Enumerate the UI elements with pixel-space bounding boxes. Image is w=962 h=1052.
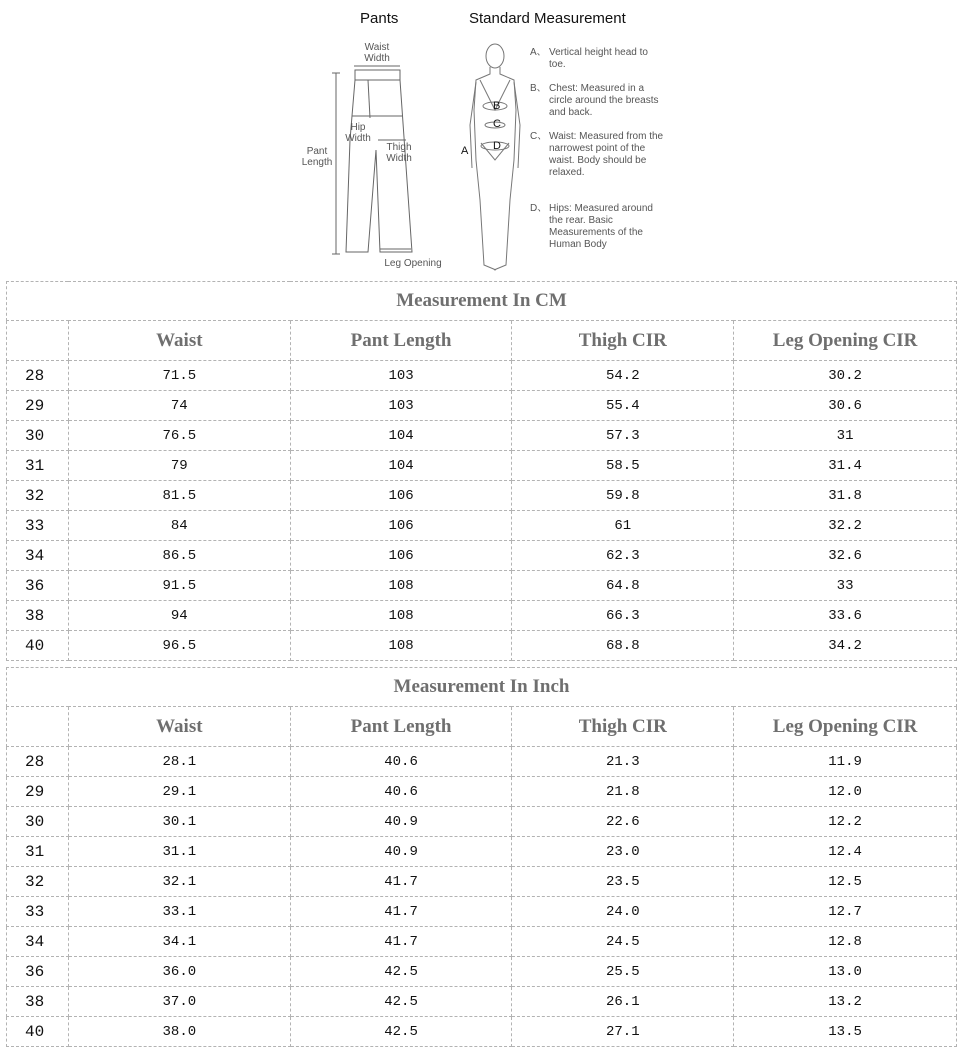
header-cell-pant-length: Pant Length bbox=[290, 707, 512, 747]
table-row bbox=[7, 451, 957, 481]
leg-opening-cir-cell: 13.5 bbox=[734, 1017, 957, 1047]
table-row bbox=[7, 897, 957, 927]
table-row bbox=[7, 631, 957, 661]
thigh-cir-cell: 22.6 bbox=[512, 807, 734, 837]
thigh-cir-cell: 68.8 bbox=[512, 631, 734, 661]
waist-cell: 37.0 bbox=[68, 987, 290, 1017]
leg-opening-cir-cell: 32.2 bbox=[734, 511, 957, 541]
pant-length-cell: 108 bbox=[290, 601, 512, 631]
size-table-cm bbox=[6, 281, 957, 661]
waist-cell: 28.1 bbox=[68, 747, 290, 777]
legend-key: C、 bbox=[530, 131, 548, 142]
waist-cell: 91.5 bbox=[68, 571, 290, 601]
pant-length-cell: 41.7 bbox=[290, 867, 512, 897]
pant-length-cell: 103 bbox=[290, 391, 512, 421]
measurement-illustration bbox=[0, 0, 962, 276]
thigh-cir-cell: 24.5 bbox=[512, 927, 734, 957]
size-cell: 36 bbox=[7, 571, 69, 601]
leg-opening-cir-cell: 12.8 bbox=[734, 927, 957, 957]
pant-length-cell: 108 bbox=[290, 571, 512, 601]
size-cell: 34 bbox=[7, 927, 69, 957]
body-letter-b: B bbox=[493, 100, 501, 112]
legend-key: D、 bbox=[530, 203, 548, 214]
leg-opening-cir-cell: 34.2 bbox=[734, 631, 957, 661]
body-letter-a: A bbox=[461, 145, 469, 157]
leg-opening-cir-cell: 11.9 bbox=[734, 747, 957, 777]
pant-length-cell: 104 bbox=[290, 451, 512, 481]
table-row bbox=[7, 571, 957, 601]
leg-opening-label: Leg Opening bbox=[384, 258, 442, 269]
waist-cell: 79 bbox=[68, 451, 290, 481]
header-cell-leg-opening-cir: Leg Opening CIR bbox=[734, 321, 957, 361]
size-table-inch bbox=[6, 667, 957, 1047]
table-row bbox=[7, 807, 957, 837]
pant-length-label: Pant Length bbox=[301, 146, 333, 168]
pant-length-cell: 41.7 bbox=[290, 927, 512, 957]
pant-length-cell: 106 bbox=[290, 541, 512, 571]
table-row bbox=[7, 421, 957, 451]
waist-cell: 30.1 bbox=[68, 807, 290, 837]
leg-opening-cir-cell: 12.0 bbox=[734, 777, 957, 807]
waist-cell: 38.0 bbox=[68, 1017, 290, 1047]
measurement-diagram bbox=[0, 0, 962, 276]
table-header-row bbox=[7, 321, 957, 361]
leg-opening-cir-cell: 31.8 bbox=[734, 481, 957, 511]
leg-opening-cir-cell: 31 bbox=[734, 421, 957, 451]
header-cell-waist: Waist bbox=[68, 321, 290, 361]
size-cell: 38 bbox=[7, 987, 69, 1017]
legend-item-d bbox=[530, 203, 680, 263]
legend-item-a bbox=[530, 47, 680, 71]
table-row bbox=[7, 957, 957, 987]
size-cell: 38 bbox=[7, 601, 69, 631]
thigh-cir-cell: 23.5 bbox=[512, 867, 734, 897]
table-row bbox=[7, 837, 957, 867]
table-row bbox=[7, 601, 957, 631]
standard-measurement-title: Standard Measurement bbox=[469, 10, 626, 27]
waist-cell: 71.5 bbox=[68, 361, 290, 391]
size-cell: 40 bbox=[7, 631, 69, 661]
size-cell: 28 bbox=[7, 747, 69, 777]
table-caption: Measurement In CM bbox=[7, 282, 957, 321]
legend-key: A、 bbox=[530, 47, 547, 58]
table-caption-row bbox=[7, 282, 957, 321]
pant-length-cell: 103 bbox=[290, 361, 512, 391]
leg-opening-cir-cell: 30.6 bbox=[734, 391, 957, 421]
thigh-cir-cell: 21.8 bbox=[512, 777, 734, 807]
pant-length-cell: 40.9 bbox=[290, 807, 512, 837]
waist-cell: 94 bbox=[68, 601, 290, 631]
table-row bbox=[7, 481, 957, 511]
hip-width-label: Hip Width bbox=[345, 122, 371, 144]
table-header-row bbox=[7, 707, 957, 747]
thigh-cir-cell: 21.3 bbox=[512, 747, 734, 777]
table-row bbox=[7, 867, 957, 897]
pant-length-cell: 104 bbox=[290, 421, 512, 451]
body-letter-d: D bbox=[493, 140, 501, 152]
waist-cell: 84 bbox=[68, 511, 290, 541]
table-row bbox=[7, 391, 957, 421]
waist-cell: 81.5 bbox=[68, 481, 290, 511]
table-row bbox=[7, 927, 957, 957]
waist-cell: 34.1 bbox=[68, 927, 290, 957]
pant-length-cell: 40.9 bbox=[290, 837, 512, 867]
table-row bbox=[7, 361, 957, 391]
thigh-cir-cell: 55.4 bbox=[512, 391, 734, 421]
leg-opening-cir-cell: 31.4 bbox=[734, 451, 957, 481]
pant-length-cell: 42.5 bbox=[290, 1017, 512, 1047]
leg-opening-cir-cell: 12.7 bbox=[734, 897, 957, 927]
thigh-cir-cell: 26.1 bbox=[512, 987, 734, 1017]
leg-opening-cir-cell: 30.2 bbox=[734, 361, 957, 391]
table-caption: Measurement In Inch bbox=[7, 668, 957, 707]
table-row bbox=[7, 777, 957, 807]
legend-key: B、 bbox=[530, 83, 547, 94]
pant-length-cell: 40.6 bbox=[290, 777, 512, 807]
leg-opening-cir-cell: 13.0 bbox=[734, 957, 957, 987]
size-cell: 28 bbox=[7, 361, 69, 391]
pant-length-cell: 106 bbox=[290, 481, 512, 511]
header-cell-size bbox=[7, 707, 69, 747]
leg-opening-cir-cell: 13.2 bbox=[734, 987, 957, 1017]
legend-text: Waist: Measured from the narrowest point of the waist. Body should be relaxed. bbox=[549, 131, 664, 178]
legend-text: Hips: Measured around the rear. Basic Measurements of the Human Body bbox=[549, 203, 653, 250]
legend-item-b bbox=[530, 83, 680, 119]
size-cell: 32 bbox=[7, 481, 69, 511]
thigh-cir-cell: 62.3 bbox=[512, 541, 734, 571]
table-row bbox=[7, 541, 957, 571]
pant-length-cell: 42.5 bbox=[290, 987, 512, 1017]
pants-title: Pants bbox=[360, 10, 399, 27]
body-letter-c: C bbox=[493, 118, 501, 130]
waist-cell: 32.1 bbox=[68, 867, 290, 897]
pant-length-cell: 41.7 bbox=[290, 897, 512, 927]
size-cell: 33 bbox=[7, 511, 69, 541]
thigh-cir-cell: 23.0 bbox=[512, 837, 734, 867]
size-cell: 34 bbox=[7, 541, 69, 571]
size-cell: 30 bbox=[7, 807, 69, 837]
body-figure bbox=[470, 44, 520, 270]
waist-cell: 33.1 bbox=[68, 897, 290, 927]
leg-opening-cir-cell: 33 bbox=[734, 571, 957, 601]
waist-cell: 76.5 bbox=[68, 421, 290, 451]
leg-opening-cir-cell: 32.6 bbox=[734, 541, 957, 571]
size-cell: 33 bbox=[7, 897, 69, 927]
legend-text: Chest: Measured in a circle around the breasts and back. bbox=[549, 83, 659, 118]
pant-length-cell: 108 bbox=[290, 631, 512, 661]
size-cell: 30 bbox=[7, 421, 69, 451]
size-cell: 40 bbox=[7, 1017, 69, 1047]
size-cell: 31 bbox=[7, 837, 69, 867]
table-row bbox=[7, 1017, 957, 1047]
header-cell-waist: Waist bbox=[68, 707, 290, 747]
pant-length-cell: 40.6 bbox=[290, 747, 512, 777]
waist-cell: 74 bbox=[68, 391, 290, 421]
waist-cell: 96.5 bbox=[68, 631, 290, 661]
thigh-cir-cell: 25.5 bbox=[512, 957, 734, 987]
leg-opening-cir-cell: 33.6 bbox=[734, 601, 957, 631]
thigh-cir-cell: 57.3 bbox=[512, 421, 734, 451]
table-row bbox=[7, 987, 957, 1017]
thigh-cir-cell: 59.8 bbox=[512, 481, 734, 511]
waist-cell: 29.1 bbox=[68, 777, 290, 807]
waist-width-label: Waist Width bbox=[364, 42, 390, 64]
size-cell: 31 bbox=[7, 451, 69, 481]
size-cell: 36 bbox=[7, 957, 69, 987]
header-cell-thigh-cir: Thigh CIR bbox=[512, 707, 734, 747]
header-cell-leg-opening-cir: Leg Opening CIR bbox=[734, 707, 957, 747]
table-row bbox=[7, 747, 957, 777]
waist-cell: 36.0 bbox=[68, 957, 290, 987]
size-cell: 29 bbox=[7, 777, 69, 807]
size-cell: 29 bbox=[7, 391, 69, 421]
thigh-cir-cell: 64.8 bbox=[512, 571, 734, 601]
table-row bbox=[7, 511, 957, 541]
pant-length-cell: 42.5 bbox=[290, 957, 512, 987]
waist-cell: 86.5 bbox=[68, 541, 290, 571]
leg-opening-cir-cell: 12.5 bbox=[734, 867, 957, 897]
legend-item-c bbox=[530, 131, 680, 191]
legend-text: Vertical height head to toe. bbox=[549, 47, 648, 70]
header-cell-thigh-cir: Thigh CIR bbox=[512, 321, 734, 361]
thigh-cir-cell: 27.1 bbox=[512, 1017, 734, 1047]
thigh-cir-cell: 54.2 bbox=[512, 361, 734, 391]
size-cell: 32 bbox=[7, 867, 69, 897]
leg-opening-cir-cell: 12.4 bbox=[734, 837, 957, 867]
thigh-cir-cell: 24.0 bbox=[512, 897, 734, 927]
thigh-width-label: Thigh Width bbox=[386, 142, 412, 164]
leg-opening-cir-cell: 12.2 bbox=[734, 807, 957, 837]
waist-cell: 31.1 bbox=[68, 837, 290, 867]
header-cell-pant-length: Pant Length bbox=[290, 321, 512, 361]
thigh-cir-cell: 66.3 bbox=[512, 601, 734, 631]
table-caption-row bbox=[7, 668, 957, 707]
pant-length-cell: 106 bbox=[290, 511, 512, 541]
thigh-cir-cell: 61 bbox=[512, 511, 734, 541]
header-cell-size bbox=[7, 321, 69, 361]
thigh-cir-cell: 58.5 bbox=[512, 451, 734, 481]
